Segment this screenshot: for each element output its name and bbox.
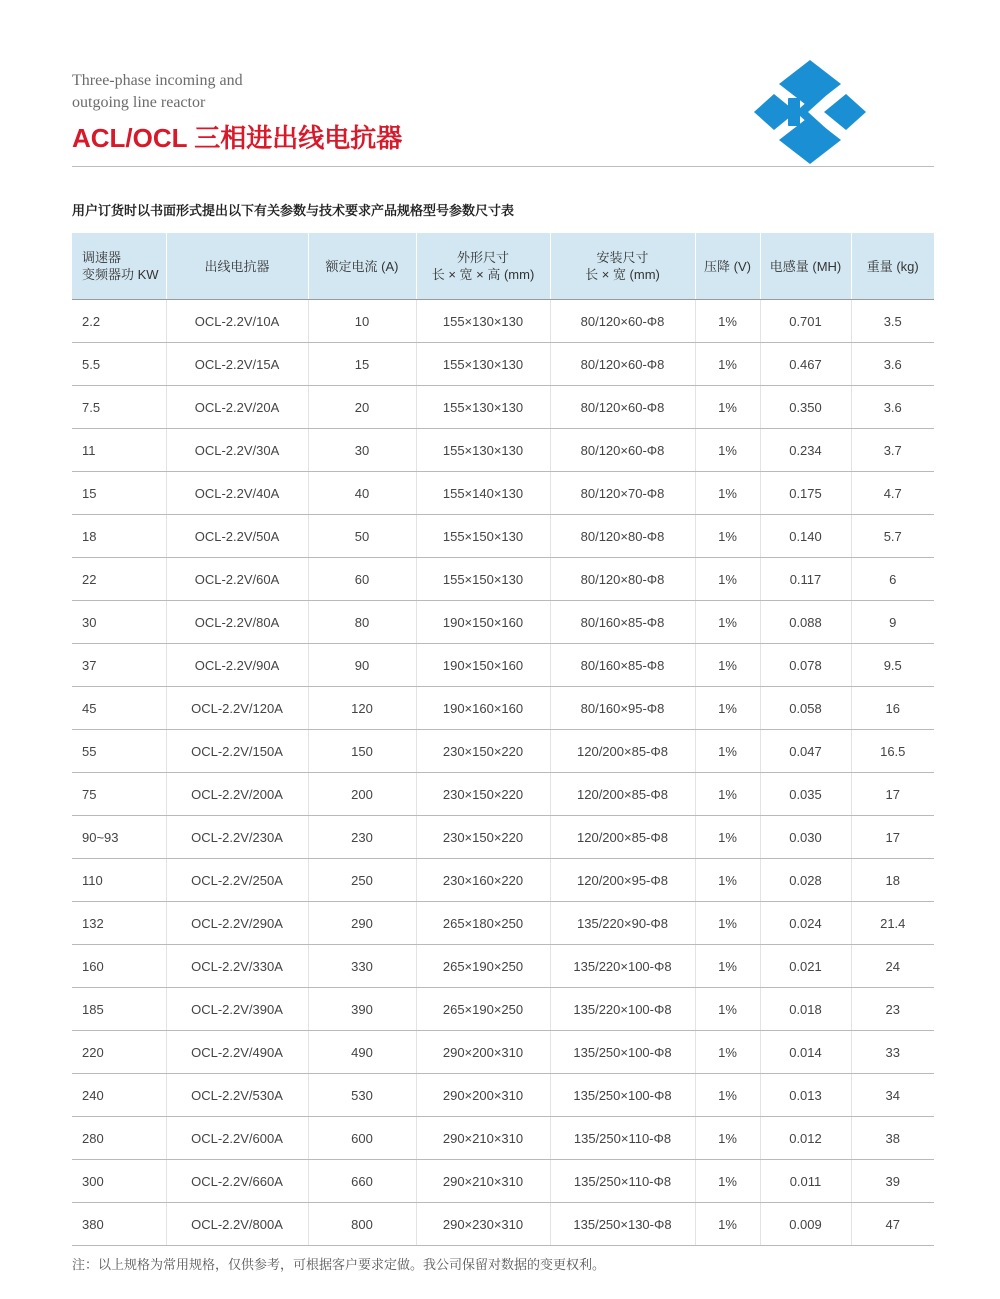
column-header-line: 重量 (kg) [866, 258, 919, 274]
cell-weight: 3.6 [851, 343, 934, 386]
cell-reactor-model: OCL-2.2V/600A [166, 1117, 308, 1160]
column-header-reactor-model [166, 233, 308, 300]
cell-reactor-model: OCL-2.2V/490A [166, 1031, 308, 1074]
cell-voltage-drop: 1% [695, 859, 760, 902]
table-row [72, 730, 934, 773]
cell-weight: 17 [851, 816, 934, 859]
cell-rated-current: 40 [308, 472, 416, 515]
cell-outline-size: 230×150×220 [416, 816, 550, 859]
cell-mounting-size: 80/120×60-Φ8 [550, 300, 695, 343]
cell-outline-size: 155×130×130 [416, 386, 550, 429]
table-row [72, 859, 934, 902]
spec-table [72, 233, 934, 1246]
cell-mounting-size: 120/200×85-Φ8 [550, 773, 695, 816]
cell-power-kw: 160 [72, 945, 166, 988]
cell-mounting-size: 80/160×95-Φ8 [550, 687, 695, 730]
cell-inductance: 0.088 [760, 601, 851, 644]
cell-reactor-model: OCL-2.2V/800A [166, 1203, 308, 1246]
cell-weight: 34 [851, 1074, 934, 1117]
cell-voltage-drop: 1% [695, 558, 760, 601]
cell-outline-size: 230×150×220 [416, 773, 550, 816]
cell-weight: 47 [851, 1203, 934, 1246]
spec-table-header [72, 233, 934, 300]
cell-mounting-size: 135/220×100-Φ8 [550, 945, 695, 988]
cell-outline-size: 190×160×160 [416, 687, 550, 730]
cell-voltage-drop: 1% [695, 472, 760, 515]
cell-inductance: 0.014 [760, 1031, 851, 1074]
table-row [72, 1203, 934, 1246]
cell-power-kw: 37 [72, 644, 166, 687]
cell-weight: 3.5 [851, 300, 934, 343]
table-row [72, 343, 934, 386]
cell-rated-current: 250 [308, 859, 416, 902]
cell-weight: 6 [851, 558, 934, 601]
cell-power-kw: 11 [72, 429, 166, 472]
column-header-line: 电感量 (MH) [769, 258, 842, 274]
cell-rated-current: 230 [308, 816, 416, 859]
cell-power-kw: 240 [72, 1074, 166, 1117]
cell-voltage-drop: 1% [695, 816, 760, 859]
cell-weight: 33 [851, 1031, 934, 1074]
cell-voltage-drop: 1% [695, 730, 760, 773]
cell-voltage-drop: 1% [695, 343, 760, 386]
table-row [72, 1117, 934, 1160]
column-header-line: 出线电抗器 [204, 258, 270, 274]
table-row [72, 386, 934, 429]
cell-power-kw: 45 [72, 687, 166, 730]
cell-outline-size: 190×150×160 [416, 601, 550, 644]
column-header-weight [851, 233, 934, 300]
cell-inductance: 0.467 [760, 343, 851, 386]
cell-mounting-size: 80/120×60-Φ8 [550, 429, 695, 472]
cell-inductance: 0.011 [760, 1160, 851, 1203]
cell-weight: 9 [851, 601, 934, 644]
cell-outline-size: 155×150×130 [416, 558, 550, 601]
cell-outline-size: 290×210×310 [416, 1160, 550, 1203]
cell-power-kw: 15 [72, 472, 166, 515]
column-header-line: 长 × 宽 × 高 (mm) [431, 267, 535, 282]
cell-mounting-size: 120/200×85-Φ8 [550, 730, 695, 773]
cell-voltage-drop: 1% [695, 644, 760, 687]
cell-weight: 4.7 [851, 472, 934, 515]
cell-reactor-model: OCL-2.2V/90A [166, 644, 308, 687]
cell-rated-current: 290 [308, 902, 416, 945]
footnote: 注：以上规格为常用规格，仅供参考，可根据客户要求定做。我公司保留对数据的变更权利。 [72, 1257, 606, 1272]
cell-inductance: 0.028 [760, 859, 851, 902]
cell-inductance: 0.047 [760, 730, 851, 773]
cell-weight: 21.4 [851, 902, 934, 945]
column-header-line: 外形尺寸 [456, 250, 509, 265]
cell-outline-size: 230×150×220 [416, 730, 550, 773]
cell-weight: 17 [851, 773, 934, 816]
cell-weight: 23 [851, 988, 934, 1031]
brand-logo [752, 58, 868, 166]
column-header-power-kw [72, 233, 166, 300]
cell-inductance: 0.009 [760, 1203, 851, 1246]
cell-rated-current: 60 [308, 558, 416, 601]
cell-mounting-size: 80/160×85-Φ8 [550, 601, 695, 644]
table-row [72, 1031, 934, 1074]
spec-table-body [72, 300, 934, 1246]
cell-mounting-size: 135/250×130-Φ8 [550, 1203, 695, 1246]
cell-voltage-drop: 1% [695, 429, 760, 472]
cell-outline-size: 230×160×220 [416, 859, 550, 902]
header-divider [72, 166, 934, 167]
cell-weight: 38 [851, 1117, 934, 1160]
cell-mounting-size: 135/250×100-Φ8 [550, 1031, 695, 1074]
cell-mounting-size: 135/220×100-Φ8 [550, 988, 695, 1031]
column-header-rated-current [308, 233, 416, 300]
cell-reactor-model: OCL-2.2V/30A [166, 429, 308, 472]
cell-inductance: 0.012 [760, 1117, 851, 1160]
cell-power-kw: 30 [72, 601, 166, 644]
cell-mounting-size: 80/160×85-Φ8 [550, 644, 695, 687]
cell-power-kw: 220 [72, 1031, 166, 1074]
column-header-voltage-drop [695, 233, 760, 300]
column-header-line: 变频器功 KW [82, 267, 159, 282]
table-row [72, 988, 934, 1031]
cell-rated-current: 120 [308, 687, 416, 730]
table-row [72, 816, 934, 859]
cell-reactor-model: OCL-2.2V/250A [166, 859, 308, 902]
cell-inductance: 0.078 [760, 644, 851, 687]
column-header-line: 调速器 [82, 250, 122, 265]
table-row [72, 1074, 934, 1117]
table-row [72, 515, 934, 558]
table-row [72, 300, 934, 343]
table-row [72, 558, 934, 601]
cell-reactor-model: OCL-2.2V/230A [166, 816, 308, 859]
cell-weight: 16.5 [851, 730, 934, 773]
cell-reactor-model: OCL-2.2V/15A [166, 343, 308, 386]
column-header-line: 安装尺寸 [596, 250, 649, 265]
cell-mounting-size: 135/250×110-Φ8 [550, 1117, 695, 1160]
cell-rated-current: 90 [308, 644, 416, 687]
cell-power-kw: 300 [72, 1160, 166, 1203]
cell-inductance: 0.035 [760, 773, 851, 816]
cell-voltage-drop: 1% [695, 386, 760, 429]
cell-reactor-model: OCL-2.2V/290A [166, 902, 308, 945]
cell-rated-current: 80 [308, 601, 416, 644]
cell-inductance: 0.140 [760, 515, 851, 558]
cell-outline-size: 190×150×160 [416, 644, 550, 687]
cell-mounting-size: 135/250×110-Φ8 [550, 1160, 695, 1203]
intro-text: 用户订货时以书面形式提出以下有关参数与技术要求产品规格型号参数尺寸表 [72, 203, 515, 218]
cell-mounting-size: 80/120×70-Φ8 [550, 472, 695, 515]
cell-inductance: 0.018 [760, 988, 851, 1031]
cell-rated-current: 600 [308, 1117, 416, 1160]
cell-power-kw: 110 [72, 859, 166, 902]
cell-reactor-model: OCL-2.2V/60A [166, 558, 308, 601]
cell-weight: 18 [851, 859, 934, 902]
subtitle [72, 70, 243, 114]
cell-rated-current: 530 [308, 1074, 416, 1117]
cell-voltage-drop: 1% [695, 300, 760, 343]
cell-reactor-model: OCL-2.2V/120A [166, 687, 308, 730]
table-row [72, 687, 934, 730]
table-row [72, 644, 934, 687]
cell-power-kw: 185 [72, 988, 166, 1031]
cell-voltage-drop: 1% [695, 1031, 760, 1074]
cell-voltage-drop: 1% [695, 988, 760, 1031]
cell-reactor-model: OCL-2.2V/20A [166, 386, 308, 429]
cell-outline-size: 290×210×310 [416, 1117, 550, 1160]
cell-reactor-model: OCL-2.2V/50A [166, 515, 308, 558]
cell-power-kw: 280 [72, 1117, 166, 1160]
table-row [72, 902, 934, 945]
table-row [72, 773, 934, 816]
cell-rated-current: 20 [308, 386, 416, 429]
cell-rated-current: 330 [308, 945, 416, 988]
cell-power-kw: 132 [72, 902, 166, 945]
cell-inductance: 0.013 [760, 1074, 851, 1117]
cell-rated-current: 10 [308, 300, 416, 343]
cell-voltage-drop: 1% [695, 687, 760, 730]
cell-weight: 16 [851, 687, 934, 730]
cell-inductance: 0.024 [760, 902, 851, 945]
cell-voltage-drop: 1% [695, 945, 760, 988]
cell-rated-current: 50 [308, 515, 416, 558]
cell-inductance: 0.701 [760, 300, 851, 343]
column-header-inductance [760, 233, 851, 300]
cell-mounting-size: 135/220×90-Φ8 [550, 902, 695, 945]
cell-reactor-model: OCL-2.2V/660A [166, 1160, 308, 1203]
cell-outline-size: 155×140×130 [416, 472, 550, 515]
cell-inductance: 0.030 [760, 816, 851, 859]
subtitle-line-2: outgoing line reactor [72, 94, 206, 111]
cell-reactor-model: OCL-2.2V/150A [166, 730, 308, 773]
cell-voltage-drop: 1% [695, 1160, 760, 1203]
cell-weight: 3.7 [851, 429, 934, 472]
cell-power-kw: 90~93 [72, 816, 166, 859]
cell-reactor-model: OCL-2.2V/200A [166, 773, 308, 816]
cell-power-kw: 22 [72, 558, 166, 601]
cell-reactor-model: OCL-2.2V/330A [166, 945, 308, 988]
cell-weight: 9.5 [851, 644, 934, 687]
cell-reactor-model: OCL-2.2V/530A [166, 1074, 308, 1117]
cell-weight: 5.7 [851, 515, 934, 558]
cell-voltage-drop: 1% [695, 515, 760, 558]
cell-outline-size: 265×190×250 [416, 988, 550, 1031]
cell-voltage-drop: 1% [695, 1203, 760, 1246]
page-title: ACL/OCL 三相进出线电抗器 [72, 123, 403, 153]
cell-power-kw: 2.2 [72, 300, 166, 343]
cell-power-kw: 18 [72, 515, 166, 558]
cell-outline-size: 155×130×130 [416, 343, 550, 386]
table-row [72, 429, 934, 472]
cell-mounting-size: 80/120×60-Φ8 [550, 386, 695, 429]
cell-outline-size: 265×180×250 [416, 902, 550, 945]
cell-weight: 24 [851, 945, 934, 988]
cell-rated-current: 660 [308, 1160, 416, 1203]
cell-inductance: 0.350 [760, 386, 851, 429]
cell-mounting-size: 80/120×80-Φ8 [550, 515, 695, 558]
cell-voltage-drop: 1% [695, 1074, 760, 1117]
cell-power-kw: 75 [72, 773, 166, 816]
cell-outline-size: 290×200×310 [416, 1074, 550, 1117]
cell-rated-current: 30 [308, 429, 416, 472]
cell-voltage-drop: 1% [695, 1117, 760, 1160]
cell-weight: 39 [851, 1160, 934, 1203]
column-header-line: 额定电流 (A) [325, 258, 399, 274]
cell-reactor-model: OCL-2.2V/40A [166, 472, 308, 515]
cell-mounting-size: 120/200×85-Φ8 [550, 816, 695, 859]
cell-rated-current: 390 [308, 988, 416, 1031]
cell-weight: 3.6 [851, 386, 934, 429]
cell-outline-size: 290×230×310 [416, 1203, 550, 1246]
subtitle-line-1: Three-phase incoming and [72, 72, 243, 89]
cell-power-kw: 55 [72, 730, 166, 773]
cell-inductance: 0.117 [760, 558, 851, 601]
column-header-mounting-size [550, 233, 695, 300]
cell-power-kw: 380 [72, 1203, 166, 1246]
cell-outline-size: 290×200×310 [416, 1031, 550, 1074]
column-header-outline-size [416, 233, 550, 300]
cell-inductance: 0.234 [760, 429, 851, 472]
table-row [72, 945, 934, 988]
cell-outline-size: 155×130×130 [416, 300, 550, 343]
cell-voltage-drop: 1% [695, 601, 760, 644]
cell-power-kw: 5.5 [72, 343, 166, 386]
column-header-line: 长 × 宽 (mm) [585, 267, 660, 282]
cell-rated-current: 200 [308, 773, 416, 816]
header-row [72, 233, 934, 300]
cell-rated-current: 150 [308, 730, 416, 773]
cell-rated-current: 490 [308, 1031, 416, 1074]
cell-inductance: 0.058 [760, 687, 851, 730]
cell-inductance: 0.021 [760, 945, 851, 988]
cell-mounting-size: 135/250×100-Φ8 [550, 1074, 695, 1117]
cell-reactor-model: OCL-2.2V/80A [166, 601, 308, 644]
cell-rated-current: 15 [308, 343, 416, 386]
cell-rated-current: 800 [308, 1203, 416, 1246]
cell-mounting-size: 80/120×80-Φ8 [550, 558, 695, 601]
cell-voltage-drop: 1% [695, 902, 760, 945]
cell-outline-size: 155×150×130 [416, 515, 550, 558]
cell-voltage-drop: 1% [695, 773, 760, 816]
column-header-line: 压降 (V) [704, 258, 751, 274]
cell-mounting-size: 120/200×95-Φ8 [550, 859, 695, 902]
cell-inductance: 0.175 [760, 472, 851, 515]
table-row [72, 472, 934, 515]
cell-reactor-model: OCL-2.2V/10A [166, 300, 308, 343]
table-row [72, 1160, 934, 1203]
cell-outline-size: 265×190×250 [416, 945, 550, 988]
cell-power-kw: 7.5 [72, 386, 166, 429]
cell-mounting-size: 80/120×60-Φ8 [550, 343, 695, 386]
cell-reactor-model: OCL-2.2V/390A [166, 988, 308, 1031]
table-row [72, 601, 934, 644]
cell-outline-size: 155×130×130 [416, 429, 550, 472]
